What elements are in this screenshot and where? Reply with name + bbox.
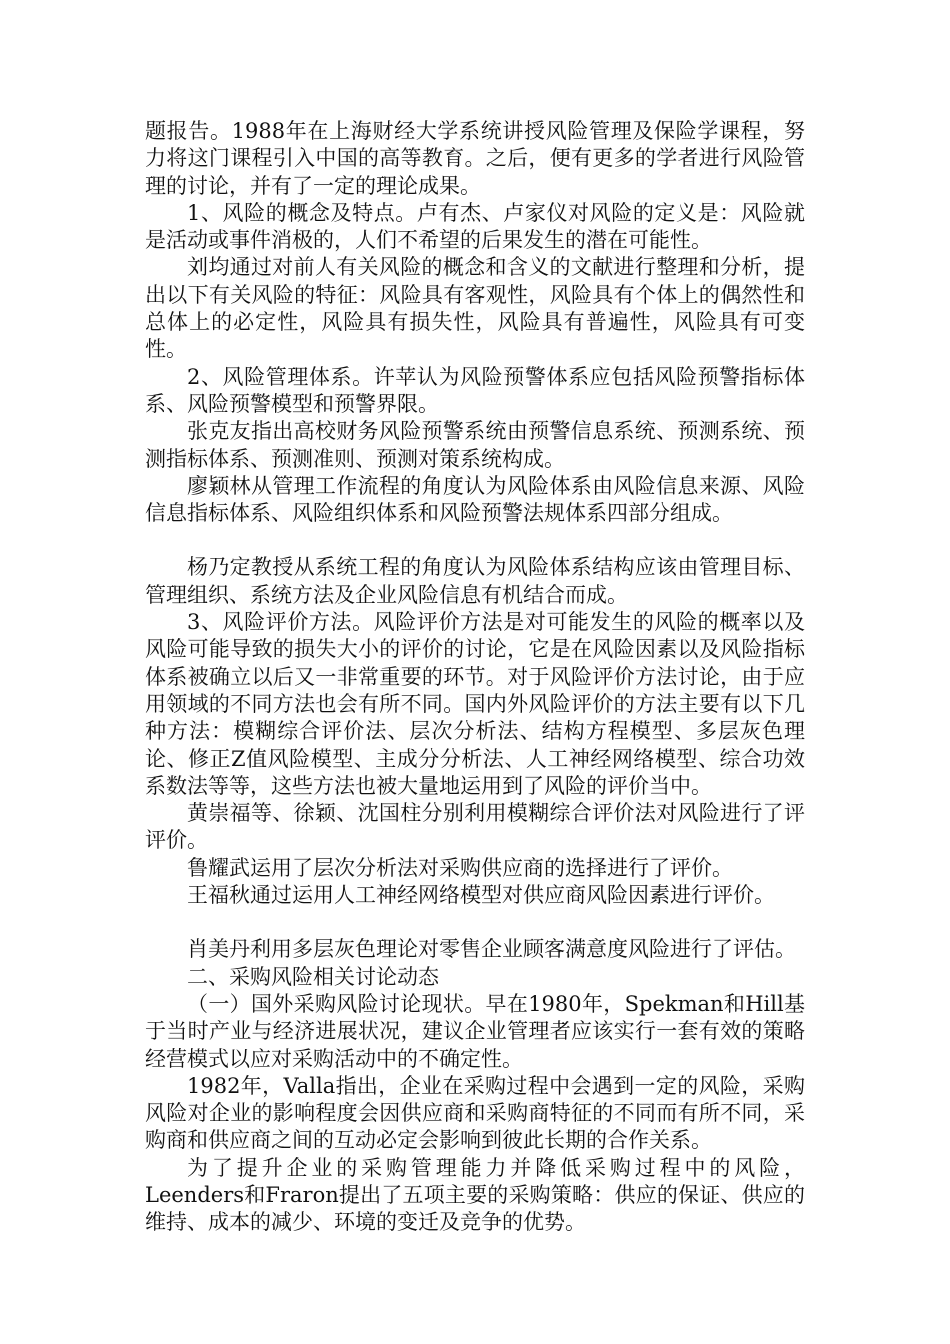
paragraph-liao-yinglin: 廖颖林从管理工作流程的角度认为风险体系由风险信息来源、风险信息指标体系、风险组织体系和风险预警法规体系四部分组成。: [145, 473, 805, 526]
paragraph-foreign-research: （一）国外采购风险讨论现状。早在1980年，Spekman和Hill基于当时产业与经济进展状况，建议企业管理者应该实行一套有效的策略经营模式以应对采购活动中的不确定性。: [145, 991, 805, 1071]
paragraph-zhang-keyou: 张克友指出高校财务风险预警系统由预警信息系统、预测系统、预测指标体系、预测准则、预测对策系统构成。: [145, 419, 805, 471]
paragraph-valla: 1982年，Valla指出，企业在采购过程中会遇到一定的风险，采购风险对企业的影响程度会因供应商和采购商特征的不同而有所不同，采购商和供应商之间的互动必定会影响到彼此长期的合作关系。: [145, 1073, 805, 1153]
paragraph-yang-naiding: 杨乃定教授从系统工程的角度认为风险体系结构应该由管理目标、管理组织、系统方法及企业风险信息有机结合而成。: [145, 555, 805, 607]
paragraph-risk-system: 2、风险管理体系。许苹认为风险预警体系应包括风险预警指标体系、风险预警模型和预警界限。: [145, 364, 805, 416]
section-heading-procurement-risk: 二、采购风险相关讨论动态: [187, 964, 439, 989]
paragraph-risk-evaluation: 3、风险评价方法。风险评价方法是对可能发生的风险的概率以及风险可能导致的损失大小的评价的讨论，它是在风险因素以及风险指标体系被确立以后又一非常重要的环节。对于风险评价方法讨论，由于应用领域的不同方法也会有所不同。国内外风险评价的方法主要有以下几种方法：模糊综合评价法、层次分析法、结构方程模型、多层灰色理论、修正Z值风险模型、主成分分析法、人工神经网络模型、综合功效系数法等等，这些方法也被大量地运用到了风险的评价当中。: [145, 610, 805, 798]
paragraph-huang-chongfu: 黄崇福等、徐颖、沈国柱分别利用模糊综合评价法对风险进行了评评价。: [145, 801, 805, 853]
paragraph-risk-features: 刘均通过对前人有关风险的概念和含义的文献进行整理和分析，提出以下有关风险的特征：风险具有客观性，风险具有个体上的偶然性和总体上的必定性，风险具有损失性，风险具有普遍性，风险具有可变性。: [145, 255, 805, 362]
paragraph-lu-yaowu: 鲁耀武运用了层次分析法对采购供应商的选择进行了评价。: [187, 855, 733, 880]
paragraph-leenders-fraron: 为了提升企业的采购管理能力并降低采购过程中的风险，Leenders和Fraron提出了五项主要的采购策略：供应的保证、供应的维持、成本的减少、环境的变迁及竞争的优势。: [145, 1155, 805, 1235]
document-body: [145, 118, 805, 1237]
paragraph-xiao-meidan: 肖美丹利用多层灰色理论对零售企业顾客满意度风险进行了评估。: [187, 937, 796, 962]
paragraph-wang-fuqiu: 王福秋通过运用人工神经网络模型对供应商风险因素进行评价。: [187, 883, 775, 908]
paragraph-risk-concept: 1、风险的概念及特点。卢有杰、卢家仪对风险的定义是：风险就是活动或事件消极的，人们不希望的后果发生的潜在可能性。: [145, 200, 805, 253]
blank-line: [145, 527, 805, 554]
paragraph-continuation: 题报告。1988年在上海财经大学系统讲授风险管理及保险学课程，努力将这门课程引入中国的高等教育。之后，便有更多的学者进行风险管理的讨论，并有了一定的理论成果。: [145, 119, 805, 198]
blank-line: [145, 909, 805, 936]
